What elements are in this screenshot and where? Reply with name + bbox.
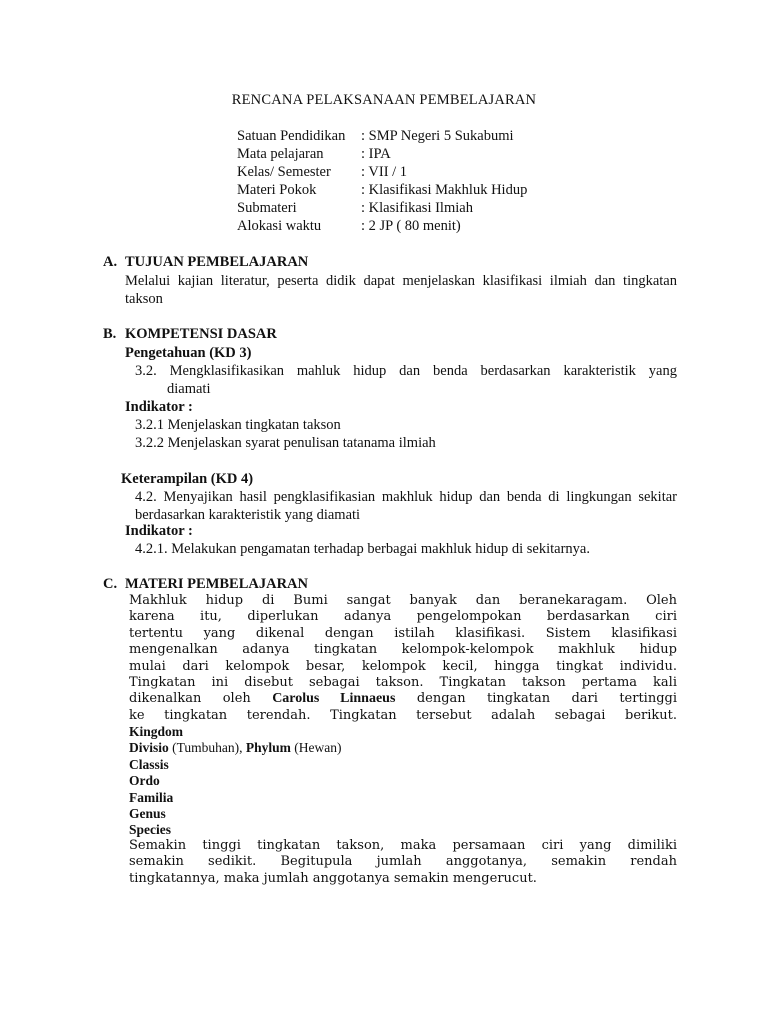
paragraph-line: Makhluk hidup di Bumi sangat banyak dan beranekaragam. Oleh	[129, 593, 677, 608]
section-a-line: takson	[125, 291, 163, 307]
paragraph-line: mulai dari kelompok besar, kelompok kecil, hingga tingkat individu.	[129, 658, 677, 674]
info-key: Mata pelajaran	[237, 146, 324, 162]
paragraph-line: Tingkatan ini disebut sebagai takson. Tingkatan takson pertama kali	[129, 675, 677, 691]
info-row	[237, 181, 527, 199]
taxon-ordo: Ordo	[129, 773, 160, 789]
section-letter: C.	[103, 576, 118, 592]
section-letter: B.	[103, 326, 117, 342]
section-b-heading	[103, 326, 277, 343]
paragraph-line: Semakin tinggi tingkatan takson, maka persamaan ciri yang dimiliki	[129, 838, 677, 853]
info-row	[237, 199, 527, 217]
kd3-line: diamati	[167, 381, 211, 397]
indikator-item: 4.2.1. Melakukan pengamatan terhadap berbagai makhluk hidup di sekitarnya.	[135, 541, 590, 557]
info-row	[237, 217, 527, 235]
materi-paragraph-1	[129, 593, 677, 724]
section-title: MATERI PEMBELAJARAN	[125, 576, 308, 592]
taxon-list	[129, 724, 342, 839]
text-span: dikenalkan oleh	[129, 691, 251, 707]
indikator-item: 3.2.2 Menjelaskan syarat penulisan tatanama ilmiah	[135, 435, 436, 451]
paragraph-line: tertentu yang dikenal dengan istilah klasifikasi. Sistem klasifikasi	[129, 625, 677, 641]
paragraph-line: karena itu, diperlukan adanya pengelompokan berdasarkan ciri	[129, 609, 677, 625]
paragraph-line: semakin sedikit. Begitupula jumlah anggotanya, semakin rendah	[129, 854, 677, 870]
linnaeus-name: Carolus Linnaeus	[272, 691, 396, 707]
taxon-divisio: Divisio	[129, 740, 169, 756]
info-value: : SMP Negeri 5 Sukabumi	[361, 128, 514, 144]
taxon-note: (Tumbuhan),	[168, 740, 246, 756]
taxon-divisio-phylum	[129, 740, 342, 756]
taxon-species: Species	[129, 822, 171, 838]
materi-paragraph-2	[129, 838, 677, 887]
section-a-heading	[103, 254, 308, 271]
info-table	[237, 127, 527, 235]
kd3-line: 3.2. Mengklasifikasikan mahluk hidup dan benda berdasarkan karakteristik yang	[135, 363, 677, 379]
info-key: Satuan Pendidikan	[237, 128, 346, 144]
taxon-familia: Familia	[129, 789, 174, 805]
paragraph-line	[129, 691, 677, 707]
text-span: dengan tingkatan dari tertinggi	[416, 691, 678, 707]
indikator-item: 3.2.1 Menjelaskan tingkatan takson	[135, 417, 341, 433]
info-row	[237, 145, 527, 163]
page-title: RENCANA PELAKSANAAN PEMBELAJARAN	[231, 92, 537, 108]
paragraph-line: mengenalkan adanya tingkatan kelompok-kelompok makhluk hidup	[129, 642, 677, 658]
indikator-heading: Indikator :	[125, 523, 193, 539]
info-key: Submateri	[237, 200, 297, 216]
taxon-classis: Classis	[129, 756, 169, 772]
info-value: : VII / 1	[361, 164, 408, 180]
section-a-line: Melalui kajian literatur, peserta didik dapat menjelaskan klasifikasi ilmiah dan tingkatan	[125, 273, 677, 289]
info-row	[237, 127, 527, 145]
paragraph-line: ke tingkatan terendah. Tingkatan tersebut adalah sebagai berikut.	[129, 707, 677, 723]
info-key: Kelas/ Semester	[237, 164, 331, 180]
info-row	[237, 163, 527, 181]
info-value: : 2 JP ( 80 menit)	[361, 218, 461, 234]
info-value: : Klasifikasi Makhluk Hidup	[361, 182, 528, 198]
kd4-line: 4.2. Menyajikan hasil pengklasifikasian makhluk hidup dan benda di lingkungan sekitar	[135, 489, 677, 505]
kd4-line: berdasarkan karakteristik yang diamati	[135, 507, 361, 523]
taxon-kingdom: Kingdom	[129, 724, 184, 739]
taxon-genus: Genus	[129, 806, 166, 822]
taxon-phylum: Phylum	[245, 740, 291, 756]
paragraph-line: tingkatannya, maka jumlah anggotanya semakin mengerucut.	[129, 870, 537, 886]
info-key: Alokasi waktu	[237, 218, 322, 234]
section-c-heading	[103, 576, 308, 593]
pengetahuan-heading: Pengetahuan (KD 3)	[125, 345, 252, 361]
info-key: Materi Pokok	[237, 182, 317, 198]
section-letter: A.	[103, 254, 118, 270]
keterampilan-heading: Keterampilan (KD 4)	[121, 471, 254, 487]
info-value: : IPA	[361, 146, 391, 162]
info-value: : Klasifikasi Ilmiah	[361, 200, 473, 216]
indikator-heading: Indikator :	[125, 399, 193, 415]
taxon-note: (Hewan)	[290, 740, 342, 756]
section-title: TUJUAN PEMBELAJARAN	[125, 254, 309, 270]
section-title: KOMPETENSI DASAR	[125, 326, 277, 342]
